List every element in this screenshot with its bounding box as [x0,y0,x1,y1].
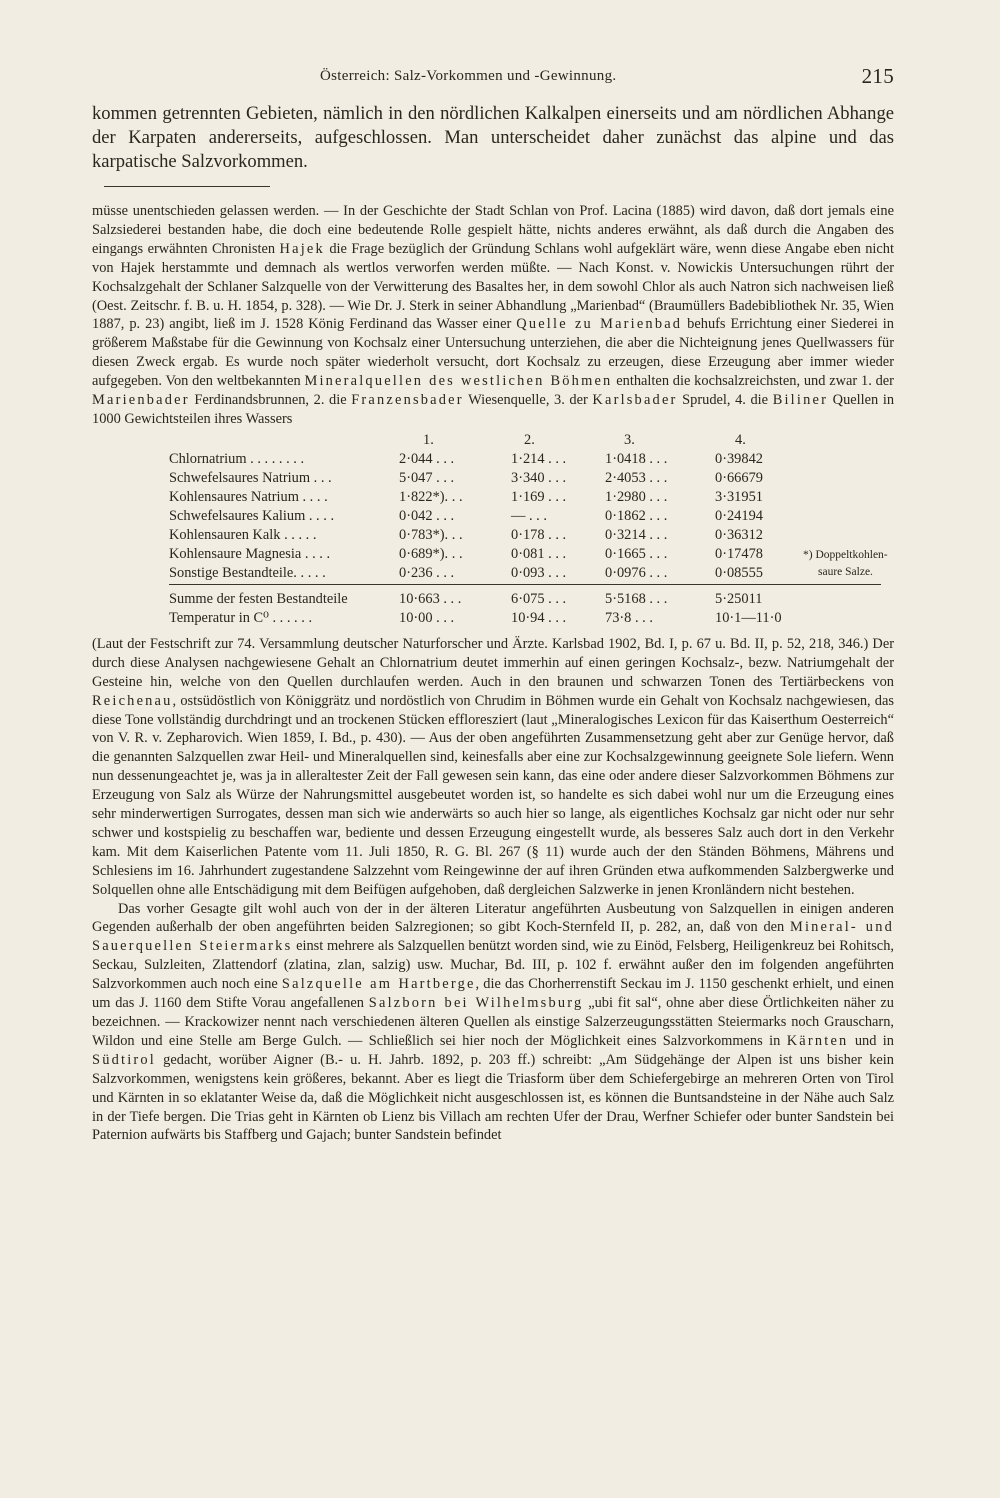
cell-value: 1·2980 . . . [605,488,668,505]
footnote-text: behufs Errichtung einer Siederei in größerem Maßstabe für die Gewinnung von Kochsalz einer Untersuchung unterziehen, die aber die Nichteignung jenes Quellwassers für diesen Zweck ergab. Es wurde noch später wiederholt versucht, dort Kochsalz zu erzeugen, diese Erzeugung aber immer wieder aufgegeben. Von den weltbekannten [92,316,894,390]
footnote-text: gedacht, worüber Aigner (B.- u. H. Jahrb. 1892, p. 203 ff.) schreibt: „Am Südgehänge der Alpen ist uns bisher kein Salzvorkommen, wenigstens kein größeres, bekannt. Aber es liegt die Triasform über dem Schiefergebirge an mehreren Orten von Tirol und Kärnten in so eklatanter Weise da, daß die Möglichkeit nicht ausgeschlossen ist, es können die Buntsandsteine in der Nähe auch Salz in der Tiefe bergen. Die Trias geht in Kärnten ob Lienz bis Villach am rechten Ufer der Drau, Werfner Schiefer oder bunter Sandstein bei Paternion aufwärts bis Staffberg und Gajach; bunter Sandstein befindet [92,1051,894,1144]
row-label: Chlornatrium . . . . . . . . [169,450,305,467]
cell-value: 2·4053 . . . [605,469,668,486]
cell-value: 0·0976 . . . [605,564,668,581]
cell-value: 73·8 . . . [605,609,653,626]
cell-value: 1·0418 . . . [605,450,668,467]
row-label: Schwefelsaures Kalium . . . . [169,507,335,524]
cell-value: 10·94 . . . [511,609,567,626]
footnote-text: , ostsüdöstlich von Königgrätz und nordöstlich von Chrudim in Böhmen wurde ein Gehalt von Kochsalz nachgewiesen, das diese Tone vollständig durchdringt und an trockenen Stücken effloresziert (laut „Mineralogisches Lexicon für das Kaiserthum Oesterreich“ von V. R. v. Zepharovich. Wien 1859, I. Bd., p. 430). — Aus der oben angeführten Zusammensetzung geht aber zur Genüge hervor, daß die genannten Salzquellen zwar Heil- und Mineralquellen sind, keinesfalls aber eine zur Kochsalzgewinnung geeignete Sole liefern. Wenn nun dessenungeachtet je, was ja in alleraltester Zeit der Fall gewesen sein kann, das eine oder andere dieser Salzvorkommen Böhmens zur Erzeugung von Salz als Würze der Nahrungsmittel ausgebeutet worden ist, so handelte es sich dabei wohl nur um die Erzeugung eines sehr minderwertigen Surrogates, dessen man sich wie anderwärts so auch hier so lange, als eigentliches Kochsalz gar nicht oder nur sehr schwer und kostspielig zu beschaffen war, bediente und dessen Erzeugung eingestellt wurde, als besseres Salz auch dort in den Verkehr kam. Mit dem Kaiserlichen Patente vom 11. Juli 1850, R. G. Bl. 267 (§ 11) wurde auch der den Ständen Böhmens, Mährens und Schlesiens im 16. Jahrhundert zugestandene Salzzehnt vom Reingewinne der auf ihren Gründen etwa aufkommenden Salzbergwerke und Solquellen ohne alle Entschädigung mit dem Beifügen aufgehoben, daß dergleichen Salzwerke in jenen Kronländern nicht bestehen. [92,692,894,898]
table-sum-rule [169,584,881,585]
page-number: 215 [861,64,894,88]
spaced-name: Mineralquellen des westlichen Böhmen [304,373,613,390]
book-page [92,62,894,1145]
cell-value: 1·169 . . . [511,488,567,505]
footnote-text: müsse unentschieden gelassen werden. — In der Geschichte der Stadt Schlan von Prof. Lacina (1885) wird davon, daß dort jemals eine Salzsiederei bestanden habe, die doch eine bedeutende Rolle gespielt hätte, nichts anderes erwähnt, als daß durch die Angaben des eingangs erwähnten Chronisten [92,203,894,257]
cell-value: 0·178 . . . [511,526,567,543]
cell-value: 0·39842 [715,450,763,467]
cell-value: 5·5168 . . . [605,590,668,607]
cell-value: 10·1—11·0 [715,609,782,626]
cell-value: 0·66679 [715,469,763,486]
footnote-divider [104,186,270,187]
row-label: Schwefelsaures Natrium . . . [169,469,332,486]
spaced-name: Franzensbader [351,392,464,409]
spaced-name: Quelle zu Marienbad [516,316,683,333]
cell-value: 0·689*). . . [399,545,463,562]
spaced-name: Salzborn bei Wilhelmsburg [368,995,584,1012]
cell-value: 3·340 . . . [511,469,567,486]
spaced-name: Salzquelle am Hartberge [281,976,476,993]
footnote-text: Quellen in 1000 Gewichtsteilen ihres Wassers [92,392,895,427]
analysis-table [92,429,894,635]
table-footnote: *) Doppeltkohlen- [803,548,888,561]
footnote-text: einst mehrere als Salzquellen benützt worden sind, wie zu Einöd, Felsberg, Heiligenkreuz bei Rohitsch, Seckau, Sulzleiten, Zlattendorf (zlatina, zlan, salzig) usw. Muchar, Bd. III, p. 102 f. erwähnt außer den im folgenden angeführten Salzvorkommen auch noch eine [92,938,894,993]
spaced-name: Biliner [772,392,829,409]
footnote-text: (Laut der Festschrift zur 74. Versammlung deutscher Naturforscher und Ärzte. Karlsbad 1902, Bd. I, p. 67 u. Bd. II, p. 52, 218, 346.) Der durch diese Analysen nachgewiesene Gehalt an Chlornatrium deutet immerhin auf einen geringen Kochsalz-, bezw. Natriumgehalt der Gesteine hin, welche von den Quellen durchlaufen werden. Auch in den braunen und schwarzen Tonen des Tertiärbeckens von [92,635,894,690]
cell-value: 0·783*). . . [399,526,463,543]
cell-value: 0·17478 [715,545,763,562]
footnote-text: Ferdinandsbrunnen, 2. die [194,392,347,409]
footnote-text: Das vorher Gesagte gilt wohl auch von der in der älteren Literatur angeführten Ausbeutung von Salzquellen in einigen anderen Gegenden außerhalb der oben angeführten beiden Salzregionen; so gibt Koch-Sternfeld II, p. 282, an, daß von den [92,900,894,936]
cell-value: 0·08555 [715,564,763,581]
spaced-name: Hajek [279,240,325,257]
row-label: Summe der festen Bestandteile [169,590,348,607]
cell-value: 0·1862 . . . [605,507,668,524]
footnote-text: enthalten die kochsalzreichsten, und zwar 1. der [616,373,894,390]
cell-value: 0·236 . . . [399,564,455,581]
running-head [92,62,894,90]
spaced-name: Karlsbader [592,392,678,409]
column-header: 3. [624,431,635,448]
row-label: Kohlensaures Natrium . . . . [169,488,328,505]
footnote-text: die Frage bezüglich der Gründung Schlans wohl aufgeklärt wäre, wenn diese Angabe eben nicht von Hajek herstammte und demnach als wertlos verworfen werden müßte. — Nach Konst. v. Nowickis Untersuchungen rührt der Kochsalzgehalt der Schlaner Salzquelle von der Verwitterung des Basaltes her, in dem sowohl Chlor als auch Natron sich nachweisen ließ (Oest. Zeitschr. f. B. u. H. 1854, p. 328). — Wie Dr. J. Sterk in seiner Abhandlung „Marienbad“ (Braumüllers Badebibliothek Nr. 35, Wien 1887, p. 23) angibt, ließ im J. 1528 König Ferdinand das Wasser einer [92,240,895,333]
cell-value: 0·093 . . . [511,564,567,581]
footnote-paragraph [92,202,894,429]
footnote-text: , die das Chorherrenstift Seckau im J. 1150 geschenkt erhielt, und einen um das J. 1160 dem Stifte Vorau angefallenen [92,976,894,1012]
footnote-text: Sprudel, 4. die [682,392,769,409]
cell-value: 3·31951 [715,488,763,505]
cell-value: 0·24194 [715,507,763,524]
spaced-name: Marienbader [92,392,190,409]
cell-value: — . . . [511,507,547,524]
cell-value: 5·047 . . . [399,469,455,486]
row-label: Kohlensauren Kalk . . . . . [169,526,317,543]
column-header: 2. [524,431,535,448]
footnote-block [92,202,894,1145]
cell-value: 0·042 . . . [399,507,455,524]
main-paragraph: kommen getrennten Gebieten, nämlich in den nördlichen Kalkalpen einerseits und am nördlichen Abhange der Karpaten andererseits, aufgeschlossen. Man unterscheidet daher zunächst das alpine und das karpatische Salzvorkommen. [92,103,894,172]
footnote-text: „ubi fit sal“, ohne aber diese Örtlichkeiten näher zu bezeichnen. — Krackowizer nennt nach verschiedenen älteren Quellen als einstige Salzerzeugungsstätten Steiermarks noch Grauscharn, Wildon und eine Stelle am Berge Gulch. — Schließlich sei hier noch der Möglichkeit eines Salzvorkommens in [92,995,894,1049]
footnote-text: und in [854,1032,894,1049]
cell-value: 6·075 . . . [511,590,567,607]
cell-value: 1·822*). . . [399,488,463,505]
spaced-name: Mineral- und Sauerquellen Steiermarks [92,919,894,955]
column-header: 4. [735,431,746,448]
footnote-paragraph [92,900,894,1146]
footnote-text: Wiesenquelle, 3. der [468,392,588,409]
row-label: Temperatur in C⁰ . . . . . . [169,609,313,626]
running-head-title: Österreich: Salz-Vorkommen und -Gewinnung. [320,68,617,84]
footnote-paragraph [92,635,894,900]
column-header: 1. [423,431,434,448]
main-text [92,102,894,174]
cell-value: 1·214 . . . [511,450,567,467]
cell-value: 0·3214 . . . [605,526,668,543]
row-label: Kohlensaure Magnesia . . . . [169,545,331,562]
cell-value: 0·36312 [715,526,763,543]
cell-value: 0·1665 . . . [605,545,668,562]
spaced-name: Südtirol [92,1051,156,1068]
table-footnote: saure Salze. [818,565,873,578]
row-label: Sonstige Bestandteile. . . . . [169,564,326,581]
cell-value: 0·081 . . . [511,545,567,562]
spaced-name: Reichenau [92,692,173,709]
cell-value: 10·663 . . . [399,590,462,607]
cell-value: 2·044 . . . [399,450,455,467]
spaced-name: Kärnten [786,1032,849,1049]
cell-value: 10·00 . . . [399,609,455,626]
cell-value: 5·25011 [715,590,763,607]
